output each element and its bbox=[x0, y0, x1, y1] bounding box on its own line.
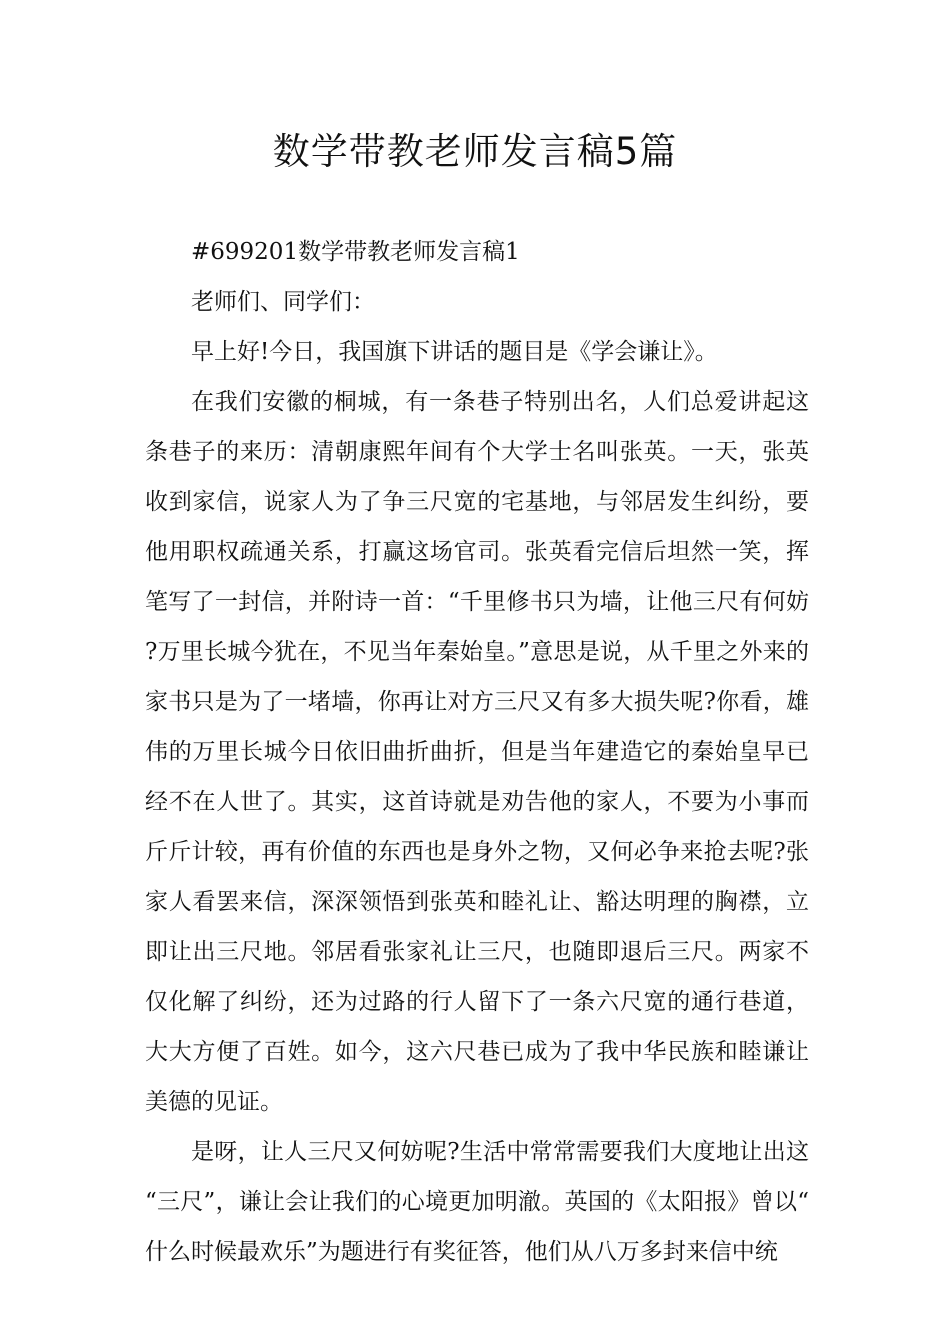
document-body bbox=[145, 227, 809, 1277]
reflection-paragraph: 是呀，让人三尺又何妨呢?生活中常常需要我们大度地让出这“三尺”，谦让会让我们的心境更加明澈。英国的《太阳报》曾以“什么时候最欢乐”为题进行有奖征答，他们从八万多封来信中统 bbox=[145, 1139, 809, 1265]
story-paragraph: 在我们安徽的桐城，有一条巷子特别出名，人们总爱讲起这条巷子的来历：清朝康熙年间有个大学士名叫张英。一天，张英收到家信，说家人为了争三尺宽的宅基地，与邻居发生纠纷，要他用职权疏通关系，打赢这场官司。张英看完信后坦然一笑，挥笔写了一封信，并附诗一首：“千里修书只为墙，让他三尺有何妨?万里长城今犹在，不见当年秦始皇。”意思是说，从千里之外来的家书只是为了一堵墙，你再让对方三尺又有多大损失呢?你看，雄伟的万里长城今日依旧曲折曲折，但是当年建造它的秦始皇早已经不在人世了。其实，这首诗就是劝告他的家人，不要为小事而斤斤计较，再有价值的东西也是身外之物，又何必争来抢去呢?张家人看罢来信，深深领悟到张英和睦礼让、豁达明理的胸襟，立即让出三尺地。邻居看张家礼让三尺，也随即退后三尺。两家不仅化解了纠纷，还为过路的行人留下了一条六尺宽的通行巷道，大大方便了百姓。如今，这六尺巷已成为了我中华民族和睦谦让美德的见证。 bbox=[145, 389, 809, 1115]
salutation: 老师们、同学们： bbox=[191, 289, 375, 315]
section-heading: #699201数学带教老师发言稿1 bbox=[191, 239, 520, 265]
greeting-paragraph: 早上好!今日，我国旗下讲话的题目是《学会谦让》。 bbox=[191, 339, 718, 365]
document-title: 数学带教老师发言稿5篇 bbox=[272, 130, 678, 173]
